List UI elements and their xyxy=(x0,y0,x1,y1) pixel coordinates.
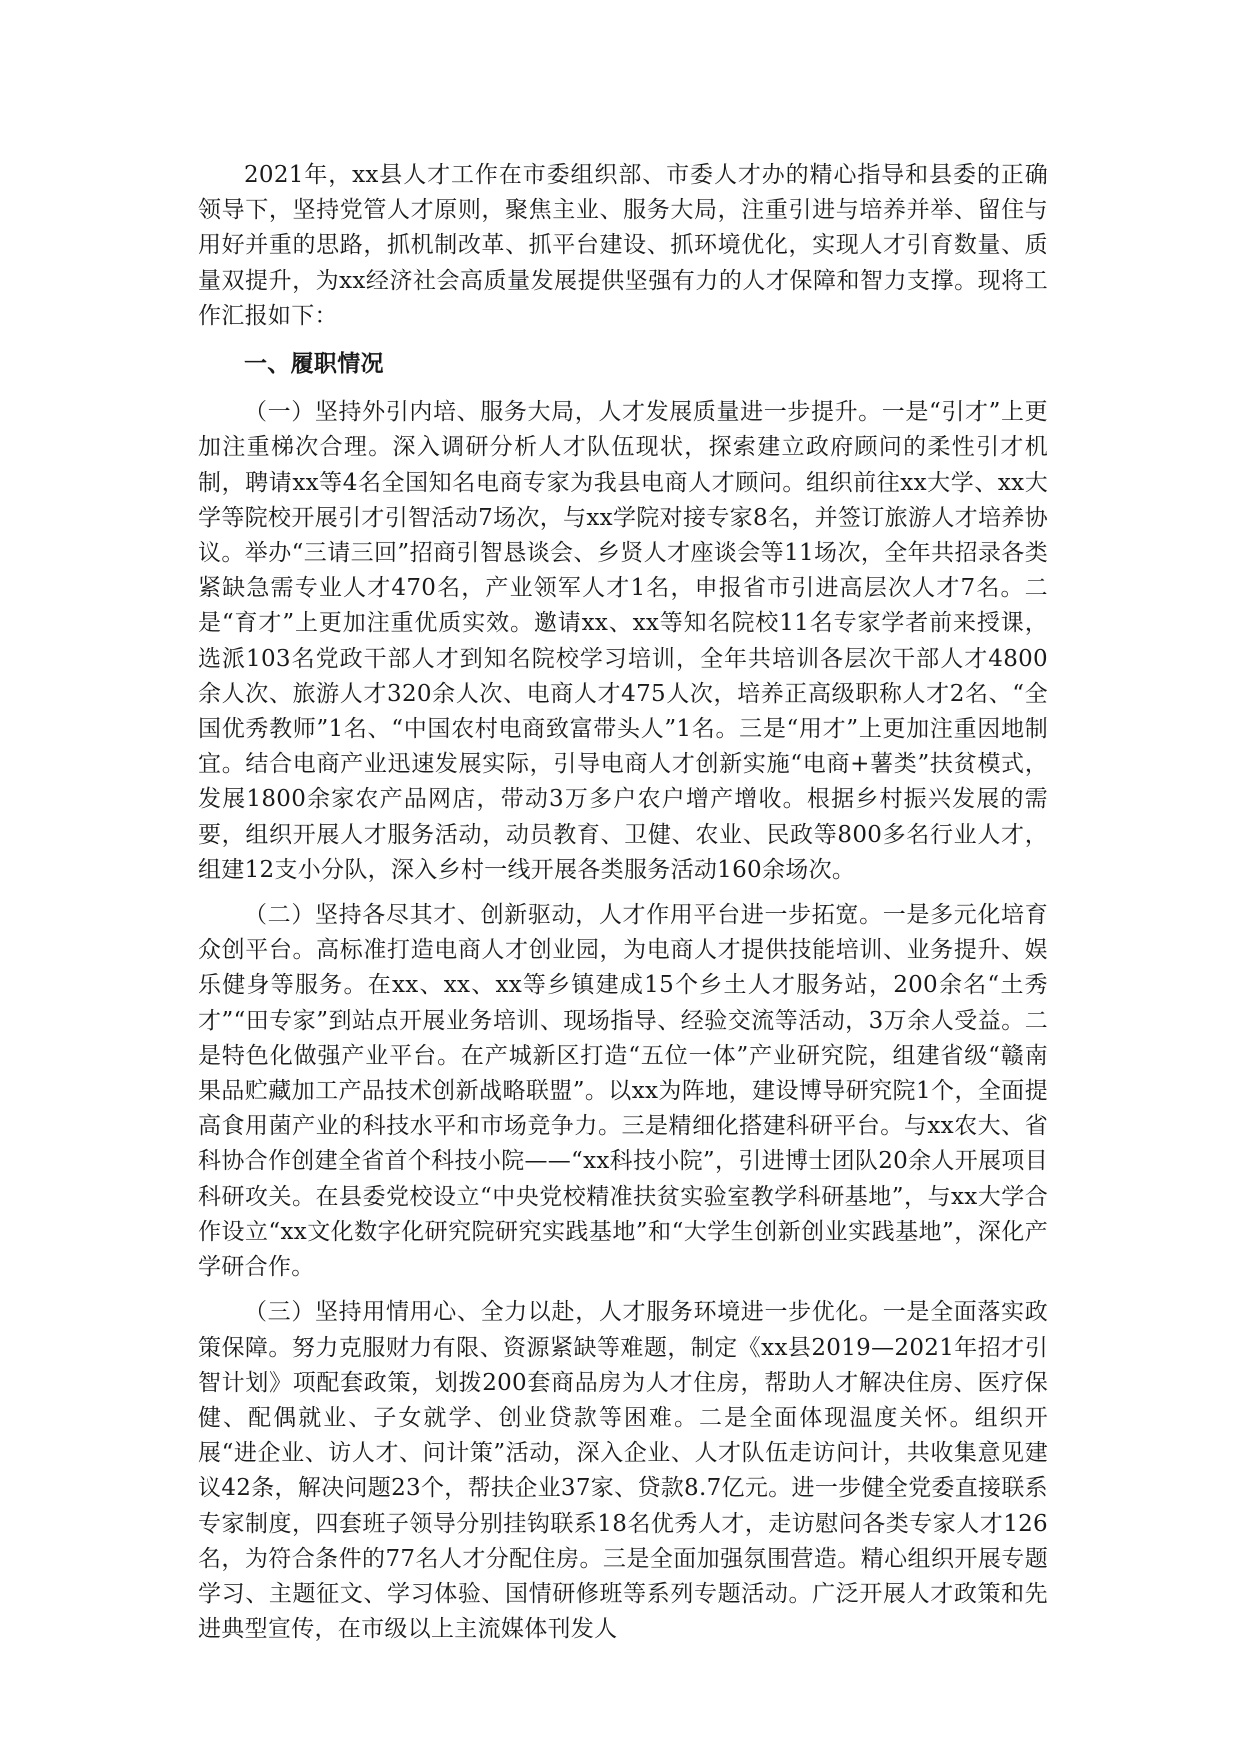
intro-paragraph: 2021年，xx县人才工作在市委组织部、市委人才办的精心指导和县委的正确领导下，坚持党管人才原则，聚焦主业、服务大局，注重引进与培养并举、留住与用好并重的思路，抓机制改革、抓平台建设、抓环境优化，实现人才引育数量、质量双提升，为xx经济社会高质量发展提供坚强有力的人才保障和智力支撑。现将工作汇报如下： xyxy=(198,162,1048,329)
section-heading: 一、履职情况 xyxy=(244,350,384,378)
paragraph-1: （一）坚持外引内培、服务大局，人才发展质量进一步提升。一是“引才”上更加注重梯次合理。深入调研分析人才队伍现状，探索建立政府顾问的柔性引才机制，聘请xx等4名全国知名电商专家为我县电商人才顾问。组织前往xx大学、xx大学等院校开展引才引智活动7场次，与xx学院对接专家8名，并签订旅游人才培养协议。举办“三请三回”招商引智恳谈会、乡贤人才座谈会等11场次，全年共招录各类紧缺急需专业人才470名，产业领军人才1名，申报省市引进高层次人才7名。二是“育才”上更加注重优质实效。邀请xx、xx等知名院校11名专家学者前来授课，选派103名党政干部人才到知名院校学习培训，全年共培训各层次干部人才4800余人次、旅游人才320余人次、电商人才475人次，培养正高级职称人才2名、“全国优秀教师”1名、“中国农村电商致富带头人”1名。三是“用才”上更加注重因地制宜。结合电商产业迅速发展实际，引导电商人才创新实施“电商+薯类”扶贫模式，发展1800余家农产品网店，带动3万多户农户增产增收。根据乡村振兴发展的需要，组织开展人才服务活动，动员教育、卫健、农业、民政等800多名行业人才，组建12支小分队，深入乡村一线开展各类服务活动160余场次。 xyxy=(198,399,1048,883)
document-page xyxy=(198,158,1048,1647)
paragraph-2: （二）坚持各尽其才、创新驱动，人才作用平台进一步拓宽。一是多元化培育众创平台。高标准打造电商人才创业园，为电商人才提供技能培训、业务提升、娱乐健身等服务。在xx、xx、xx等乡镇建成15个乡土人才服务站，200余名“土秀才”“田专家”到站点开展业务培训、现场指导、经验交流等活动，3万余人受益。二是特色化做强产业平台。在产城新区打造“五位一体”产业研究院，组建省级“赣南果品贮藏加工产品技术创新战略联盟”。以xx为阵地，建设博导研究院1个，全面提高食用菌产业的科技水平和市场竞争力。三是精细化搭建科研平台。与xx农大、省科协合作创建全省首个科技小院——“xx科技小院”，引进博士团队20余人开展项目科研攻关。在县委党校设立“中央党校精准扶贫实验室教学科研基地”，与xx大学合作设立“xx文化数字化研究院研究实践基地”和“大学生创新创业实践基地”，深化产学研合作。 xyxy=(198,902,1048,1281)
paragraph-3: （三）坚持用情用心、全力以赴，人才服务环境进一步优化。一是全面落实政策保障。努力克服财力有限、资源紧缺等难题，制定《xx县2019—2021年招才引智计划》项配套政策，划拨200套商品房为人才住房，帮助人才解决住房、医疗保健、配偶就业、子女就学、创业贷款等困难。二是全面体现温度关怀。组织开展“进企业、访人才、问计策”活动，深入企业、人才队伍走访问计，共收集意见建议42条，解决问题23个，帮扶企业37家、贷款8.7亿元。进一步健全党委直接联系专家制度，四套班子领导分别挂钩联系18名优秀人才，走访慰问各类专家人才126名，为符合条件的77名人才分配住房。三是全面加强氛围营造。精心组织开展专题学习、主题征文、学习体验、国情研修班等系列专题活动。广泛开展人才政策和先进典型宣传，在市级以上主流媒体刊发人 xyxy=(198,1299,1048,1643)
